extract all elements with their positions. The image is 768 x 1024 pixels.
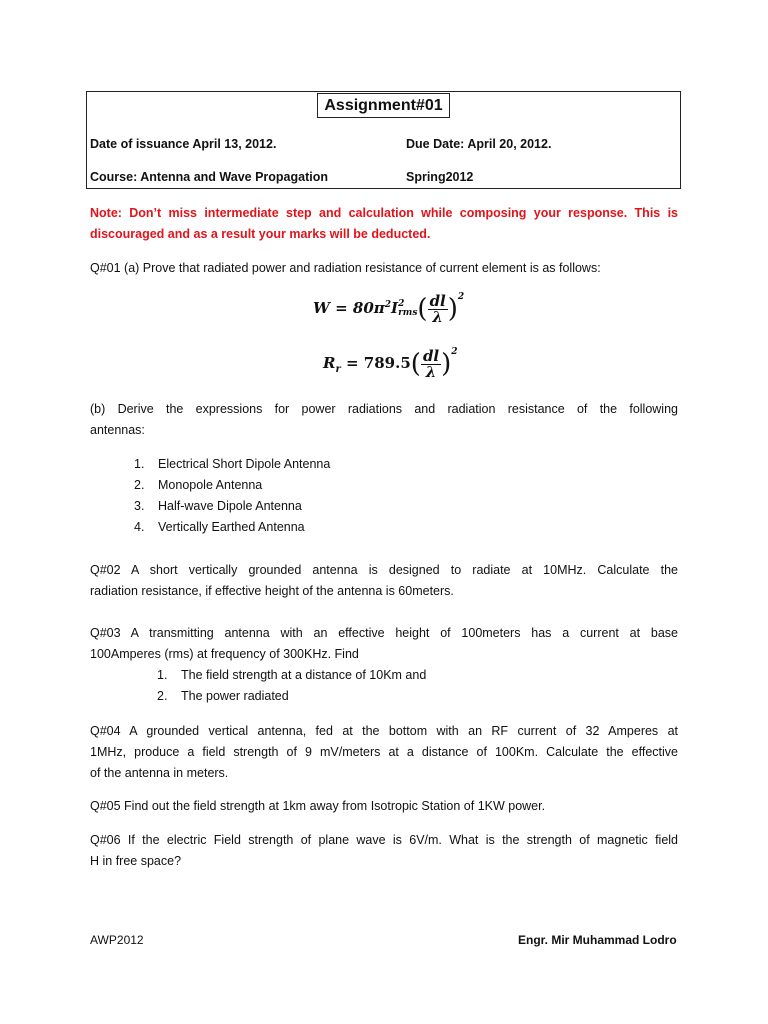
eq2-lhs: R: [323, 354, 336, 372]
eq1-current-sub: rms: [398, 308, 418, 318]
q1-b-line1: (b) Derive the expressions for power radiations and radiation resistance of the following: [90, 402, 678, 416]
q6-line2: H in free space?: [90, 854, 182, 868]
eq1-lhs: W: [313, 299, 330, 317]
eq2-coef: 789.5: [363, 354, 411, 372]
issue-date: Date of issuance April 13, 2012.: [90, 137, 277, 151]
q6-line1: Q#06 If the electric Field strength of plane wave is 6V/m. What is the strength of magnetic field: [90, 833, 678, 847]
list-item: 2. Monopole Antenna: [134, 478, 263, 492]
equation-radiation-resistance: $R_r = 789.5$( $\frac{dl}{\lambda}$ )$^2$: [323, 346, 458, 381]
eq1-current-sup: 2: [398, 299, 405, 309]
list-item: 2. The power radiated: [157, 689, 289, 703]
footer-course-code: AWP2012: [90, 933, 144, 947]
q2-line1: Q#02 A short vertically grounded antenna is designed to radiate at 10MHz. Calculate the: [90, 563, 678, 577]
list-item: 4. Vertically Earthed Antenna: [134, 520, 305, 534]
eq1-current: I: [391, 299, 399, 317]
eq1-pi-exp: 2: [384, 300, 392, 310]
q4-line2: 1MHz, produce a field strength of 9 mV/meters at a distance of 100Km. Calculate the effective: [90, 745, 678, 759]
eq1-equals: =: [335, 299, 348, 317]
course-name: Course: Antenna and Wave Propagation: [90, 170, 328, 184]
q4-line1: Q#04 A grounded vertical antenna, fed at the bottom with an RF current of 32 Amperes at: [90, 724, 678, 738]
eq2-exp: 2: [451, 347, 458, 357]
semester: Spring2012: [406, 170, 474, 184]
eq1-fraction: [428, 291, 448, 326]
due-date: Due Date: April 20, 2012.: [406, 137, 552, 151]
eq1-den: λ: [432, 307, 443, 326]
q1-a-text: Q#01 (a) Prove that radiated power and radiation resistance of current element is as follows:: [90, 261, 601, 275]
eq1-num: dl: [429, 291, 446, 310]
q5-text: Q#05 Find out the field strength at 1km away from Isotropic Station of 1KW power.: [90, 799, 546, 813]
eq2-den: λ: [425, 362, 437, 381]
eq2-fraction: [421, 346, 441, 381]
list-item: 1. The field strength at a distance of 10Km and: [157, 668, 427, 682]
eq1-exp: 2: [457, 292, 465, 302]
q3-line2: 100Amperes (rms) at frequency of 300KHz. Find: [90, 647, 359, 661]
q3-line1: Q#03 A transmitting antenna with an effective height of 100meters has a current at base: [90, 626, 678, 640]
footer-author: Engr. Mir Muhammad Lodro: [518, 933, 677, 947]
equation-radiated-power: $W = 80\pi^2I$ 2 rms ( $\frac{dl}{\lambda}$ )$^2$: [313, 291, 465, 326]
eq2-num: dl: [422, 346, 440, 365]
list-item: 3. Half-wave Dipole Antenna: [134, 499, 302, 513]
note-warning: Note: Don’t miss intermediate step and calculation while composing your response. This is discouraged and as a result your marks will be deducted.: [90, 206, 678, 241]
list-item: 1. Electrical Short Dipole Antenna: [134, 457, 331, 471]
eq1-coef: 80π: [352, 299, 385, 317]
q4-line3: of the antenna in meters.: [90, 766, 229, 780]
q1-b-line2: antennas:: [90, 423, 145, 437]
assignment-title: Assignment#01: [317, 93, 450, 118]
eq2-lhs-sub: r: [335, 364, 341, 375]
q2-line2: radiation resistance, if effective height of the antenna is 60meters.: [90, 584, 454, 598]
eq2-equals: =: [345, 354, 359, 372]
